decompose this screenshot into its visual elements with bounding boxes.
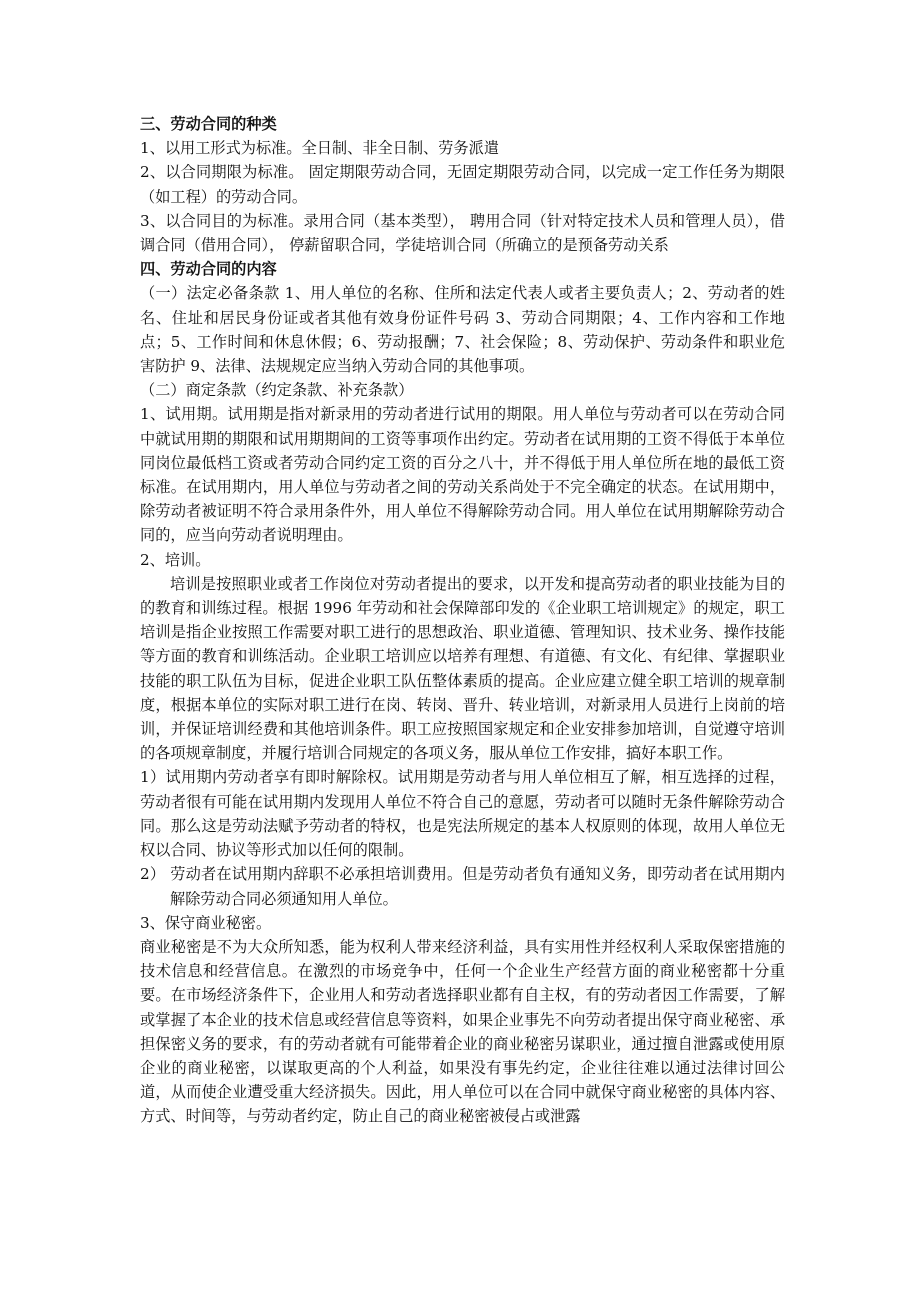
trade-secrets-paragraph: 商业秘密是不为大众所知悉，能为权利人带来经济利益，具有实用性并经权利人采取保密措施的技术信息和经营信息。在激烈的市场竞争中，任何一个企业生产经营方面的商业秘密都十分重要。在市场经济条件下，企业用人和劳动者选择职业都有自主权，有的劳动者因工作需要，了解或掌握了本企业的技术信息或经营信息等资料，如果企业事先不向劳动者提出保守商业秘密、承担保密义务的要求，有的劳动者就有可能带着企业的商业秘密另谋职业，通过擅自泄露或使用原企业的商业秘密，以谋取更高的个人利益，如果没有事先约定，企业往往难以通过法律讨回公道，从而使企业遭受重大经济损失。因此，用人单位可以在合同中就保守商业秘密的具体内容、方式、时间等，与劳动者约定，防止自己的商业秘密被侵占或泄露 [140, 937, 785, 1126]
contract-type-item-3: 3、以合同目的为标准。录用合同（基本类型）， 聘用合同（针对特定技术人员和管理人员），借调合同（借用合同）， 停薪留职合同，学徒培训合同（所确立的是预备劳动关系 [140, 211, 785, 255]
contract-type-item-1: 1、以用工形式为标准。全日制、非全日制、劳务派遣 [140, 139, 499, 158]
legal-terms-paragraph: （一）法定必备条款 1、用人单位的名称、住所和法定代表人或者主要负责人；2、劳动者的姓名、住址和居民身份证或者其他有效身份证件号码 3、劳动合同期限；4、工作内容和工作地点；5、工作时间和休息休假；6、劳动报酬；7、社会保险；8、劳动保护、劳动条件和职业危害防护 9、法律、法规规定应当纳入劳动合同的其他事项。 [140, 284, 785, 376]
probation-paragraph: 1、试用期。试用期是指对新录用的劳动者进行试用的期限。用人单位与劳动者可以在劳动合同中就试用期的期限和试用期期间的工资等事项作出约定。劳动者在试用期的工资不得低于本单位同岗位最低档工资或者劳动合同约定工资的百分之八十，并不得低于用人单位所在地的最低工资标准。在试用期内，用人单位与劳动者之间的劳动关系尚处于不完全确定的状态。在试用期中，除劳动者被证明不符合录用条件外，用人单位不得解除劳动合同。用人单位在试用期解除劳动合同的，应当向劳动者说明理由。 [140, 405, 785, 545]
document-body [140, 112, 785, 1129]
agreed-terms-heading: （二）商定条款（约定条款、补充条款） [140, 381, 414, 400]
contract-type-item-2: 2、以合同期限为标准。 固定期限劳动合同，无固定期限劳动合同，以完成一定工作任务为期限（如工程）的劳动合同。 [140, 163, 785, 206]
section-heading-contract-types: 三、劳动合同的种类 [140, 115, 277, 133]
probation-point-2: 2） 劳动者在试用期内辞职不必承担培训费用。但是劳动者负有通知义务，即劳动者在试用期内解除劳动合同必须通知用人单位。 [140, 865, 785, 908]
training-paragraph: 培训是按照职业或者工作岗位对劳动者提出的要求，以开发和提高劳动者的职业技能为目的的教育和训练过程。根据 1996 年劳动和社会保障部印发的《企业职工培训规定》的规定，职工培训是指企业按照工作需要对职工进行的思想政治、职业道德、管理知识、技术业务、操作技能等方面的教育和训练活动。企业职工培训应以培养有理想、有道德、有文化、有纪律、掌握职业技能的职工队伍为目标，促进企业职工队伍整体素质的提高。企业应建立健全职工培训的规章制度，根据本单位的实际对职工进行在岗、转岗、晋升、转业培训，对新录用人员进行上岗前的培训，并保证培训经费和其他培训条件。职工应按照国家规定和企业安排参加培训，自觉遵守培训的各项规章制度，并履行培训合同规定的各项义务，服从单位工作安排，搞好本职工作。 [140, 574, 785, 763]
section-heading-contract-content: 四、劳动合同的内容 [140, 260, 277, 279]
trade-secrets-title: 3、保守商业秘密。 [140, 913, 272, 932]
training-title: 2、培训。 [140, 550, 211, 569]
probation-point-1: 1）试用期内劳动者享有即时解除权。试用期是劳动者与用人单位相互了解，相互选择的过程，劳动者很有可能在试用期内发现用人单位不符合自己的意愿，劳动者可以随时无条件解除劳动合同。那么这是劳动法赋予劳动者的特权，也是宪法所规定的基本人权原则的体现，故用人单位无权以合同、协议等形式加以任何的限制。 [140, 768, 785, 860]
